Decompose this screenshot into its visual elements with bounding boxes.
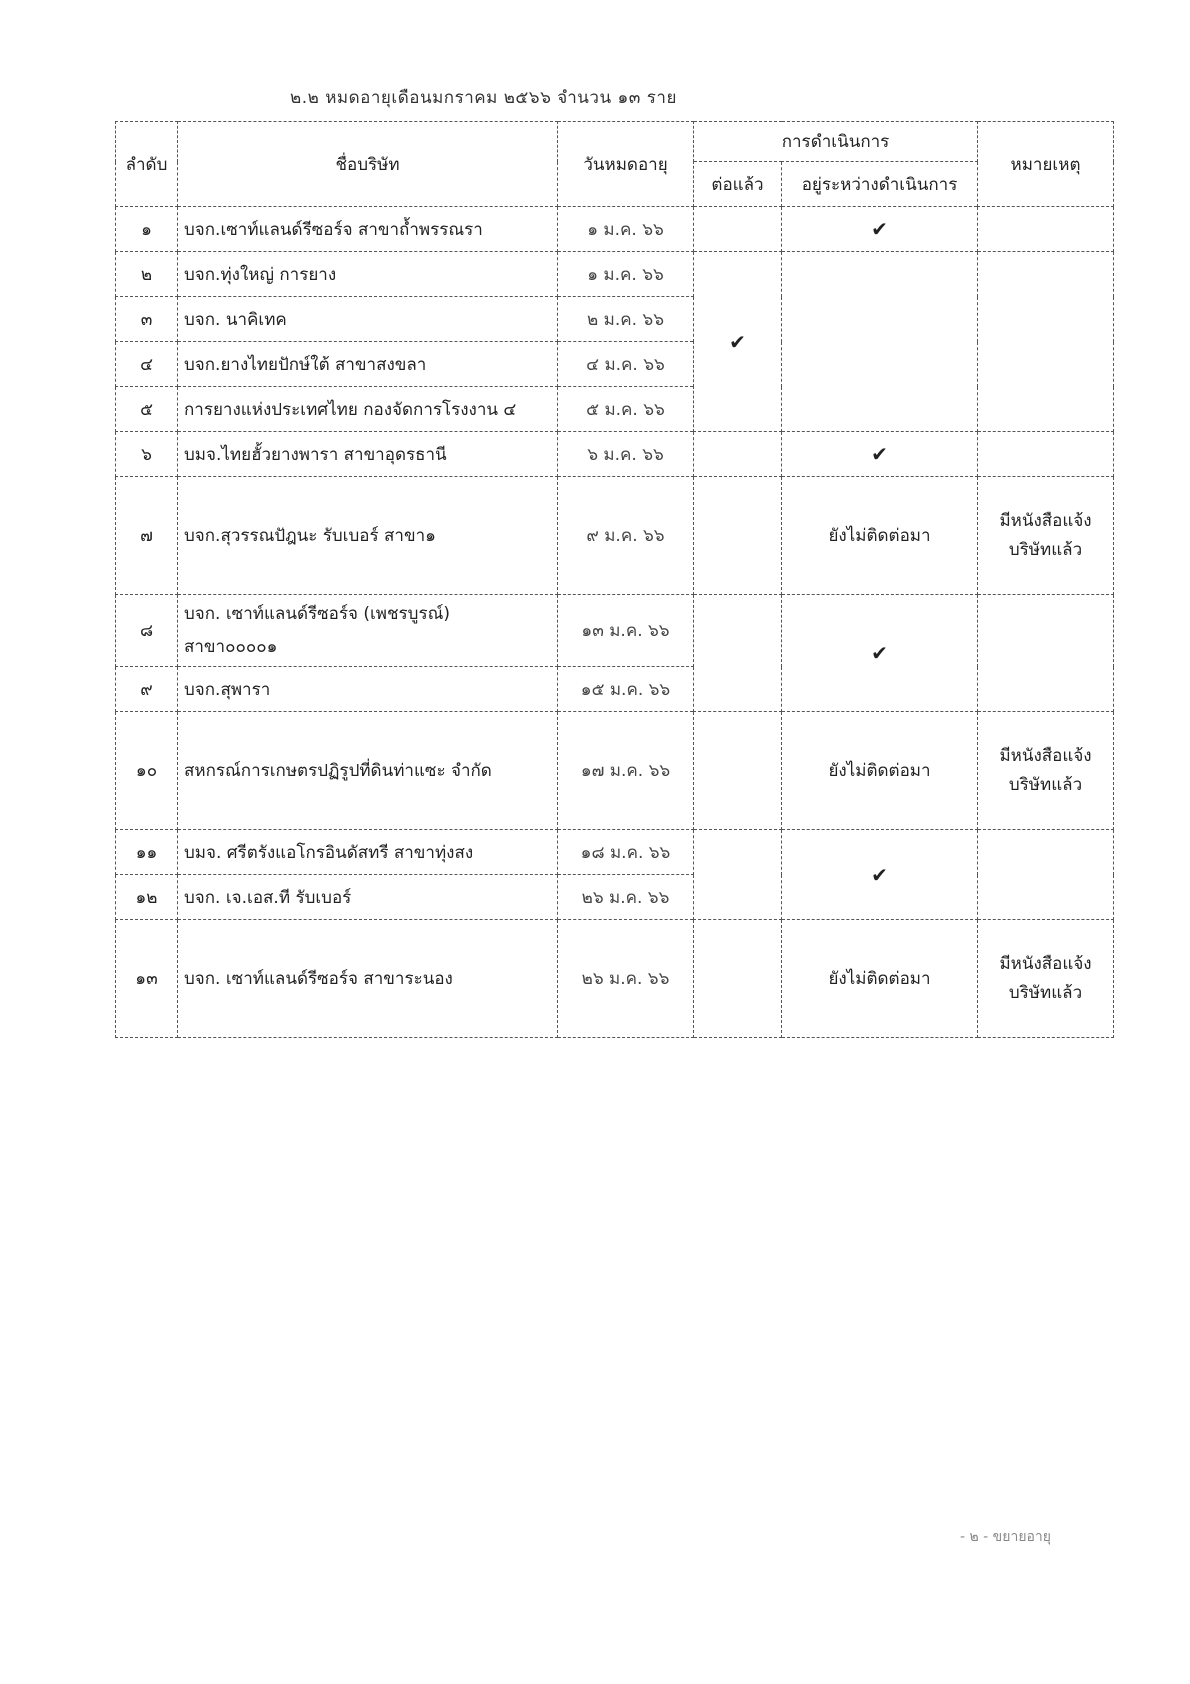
check-mark-icon: ✔ [782,830,978,920]
remark-line: บริษัทแล้ว [1008,539,1083,560]
company-name: บจก. เจ.เอส.ที รับเบอร์ [178,875,558,920]
col-header-action: การดำเนินการ [694,122,978,162]
company-name: สหกรณ์การเกษตรปฏิรูปที่ดินท่าแซะ จำกัด [178,712,558,830]
table-row [116,477,1114,595]
page-footer-note: - ๒ - ขยายอายุ [960,1529,1051,1545]
row-number: ๑๒ [116,875,178,920]
company-name: การยางแห่งประเทศไทย กองจัดการโรงงาน ๔ [178,387,558,432]
remark-cell [978,920,1114,1038]
remark-cell [978,477,1114,595]
expiry-date: ๑๕ ม.ค. ๖๖ [558,667,694,712]
company-name: บจก. นาคิเทค [178,297,558,342]
row-number: ๑๐ [116,712,178,830]
remark-line: บริษัทแล้ว [1008,774,1083,795]
row-number: ๗ [116,477,178,595]
remark-line: มีหนังสือแจ้ง [999,953,1092,974]
company-name: บจก.ทุ่งใหญ่ การยาง [178,252,558,297]
company-name: บมจ. ศรีตรังแอโกรอินดัสทรี สาขาทุ่งสง [178,830,558,875]
row-number: ๒ [116,252,178,297]
renewed-cell [694,595,782,712]
col-header-no: ลำดับ [116,122,178,207]
expiry-date: ๑ ม.ค. ๖๖ [558,252,694,297]
check-mark-icon: ✔ [782,207,978,252]
remark-line: มีหนังสือแจ้ง [999,510,1092,531]
renewed-cell [694,432,782,477]
row-number: ๑๓ [116,920,178,1038]
col-header-company: ชื่อบริษัท [178,122,558,207]
company-name: บจก.สุพารา [178,667,558,712]
table-row [116,712,1114,830]
row-number: ๕ [116,387,178,432]
company-name-line: สาขา๐๐๐๐๑ [184,636,278,657]
col-header-remark: หมายเหตุ [978,122,1114,207]
check-mark-icon: ✔ [782,432,978,477]
expiry-date: ๑๓ ม.ค. ๖๖ [558,595,694,667]
check-mark-icon: ✔ [782,595,978,712]
remark-cell [978,432,1114,477]
expiry-date: ๒๖ ม.ค. ๖๖ [558,920,694,1038]
expiry-date: ๑๘ ม.ค. ๖๖ [558,830,694,875]
remark-cell [978,595,1114,712]
status-text: ยังไม่ติดต่อมา [782,920,978,1038]
company-name: บจก.สุวรรณปัฎนะ รับเบอร์ สาขา๑ [178,477,558,595]
company-name: บมจ.ไทยฮั้วยางพารา สาขาอุดรธานี [178,432,558,477]
remark-cell [978,252,1114,432]
row-number: ๑๑ [116,830,178,875]
row-number: ๙ [116,667,178,712]
renewed-cell [694,712,782,830]
table-row [116,207,1114,252]
row-number: ๖ [116,432,178,477]
row-number: ๓ [116,297,178,342]
renewed-cell [694,207,782,252]
expiry-date: ๖ ม.ค. ๖๖ [558,432,694,477]
company-name [178,595,558,667]
expiry-date: ๙ ม.ค. ๖๖ [558,477,694,595]
row-number: ๘ [116,595,178,667]
company-name: บจก.ยางไทยปักษ์ใต้ สาขาสงขลา [178,342,558,387]
col-header-renewed: ต่อแล้ว [694,162,782,207]
col-header-expiry: วันหมดอายุ [558,122,694,207]
renewed-cell [694,920,782,1038]
in-progress-cell [782,252,978,432]
renewed-cell [694,830,782,920]
expiry-date: ๕ ม.ค. ๖๖ [558,387,694,432]
expiry-date: ๑๗ ม.ค. ๖๖ [558,712,694,830]
expiry-date: ๔ ม.ค. ๖๖ [558,342,694,387]
table-row [116,252,1114,297]
remark-line: มีหนังสือแจ้ง [999,745,1092,766]
table-heading: ๒.๒ หมดอายุเดือนมกราคม ๒๕๖๖ จำนวน ๑๓ ราย [290,88,677,108]
expiry-date: ๒ ม.ค. ๖๖ [558,297,694,342]
status-text: ยังไม่ติดต่อมา [782,477,978,595]
table-row [116,830,1114,875]
row-number: ๔ [116,342,178,387]
company-name-line: บจก. เซาท์แลนด์รีซอร์จ (เพชรบูรณ์) [184,604,451,625]
license-expiry-table [115,121,1114,1038]
table-row [116,432,1114,477]
check-mark-icon: ✔ [694,252,782,432]
renewed-cell [694,477,782,595]
table-row [116,595,1114,667]
row-number: ๑ [116,207,178,252]
remark-line: บริษัทแล้ว [1008,982,1083,1003]
expiry-date: ๒๖ ม.ค. ๖๖ [558,875,694,920]
company-name: บจก. เซาท์แลนด์รีซอร์จ สาขาระนอง [178,920,558,1038]
company-name: บจก.เซาท์แลนด์รีซอร์จ สาขาถ้ำพรรณรา [178,207,558,252]
expiry-date: ๑ ม.ค. ๖๖ [558,207,694,252]
remark-cell [978,712,1114,830]
remark-cell [978,207,1114,252]
remark-cell [978,830,1114,920]
table-row [116,920,1114,1038]
status-text: ยังไม่ติดต่อมา [782,712,978,830]
col-header-in-progress: อยู่ระหว่างดำเนินการ [782,162,978,207]
